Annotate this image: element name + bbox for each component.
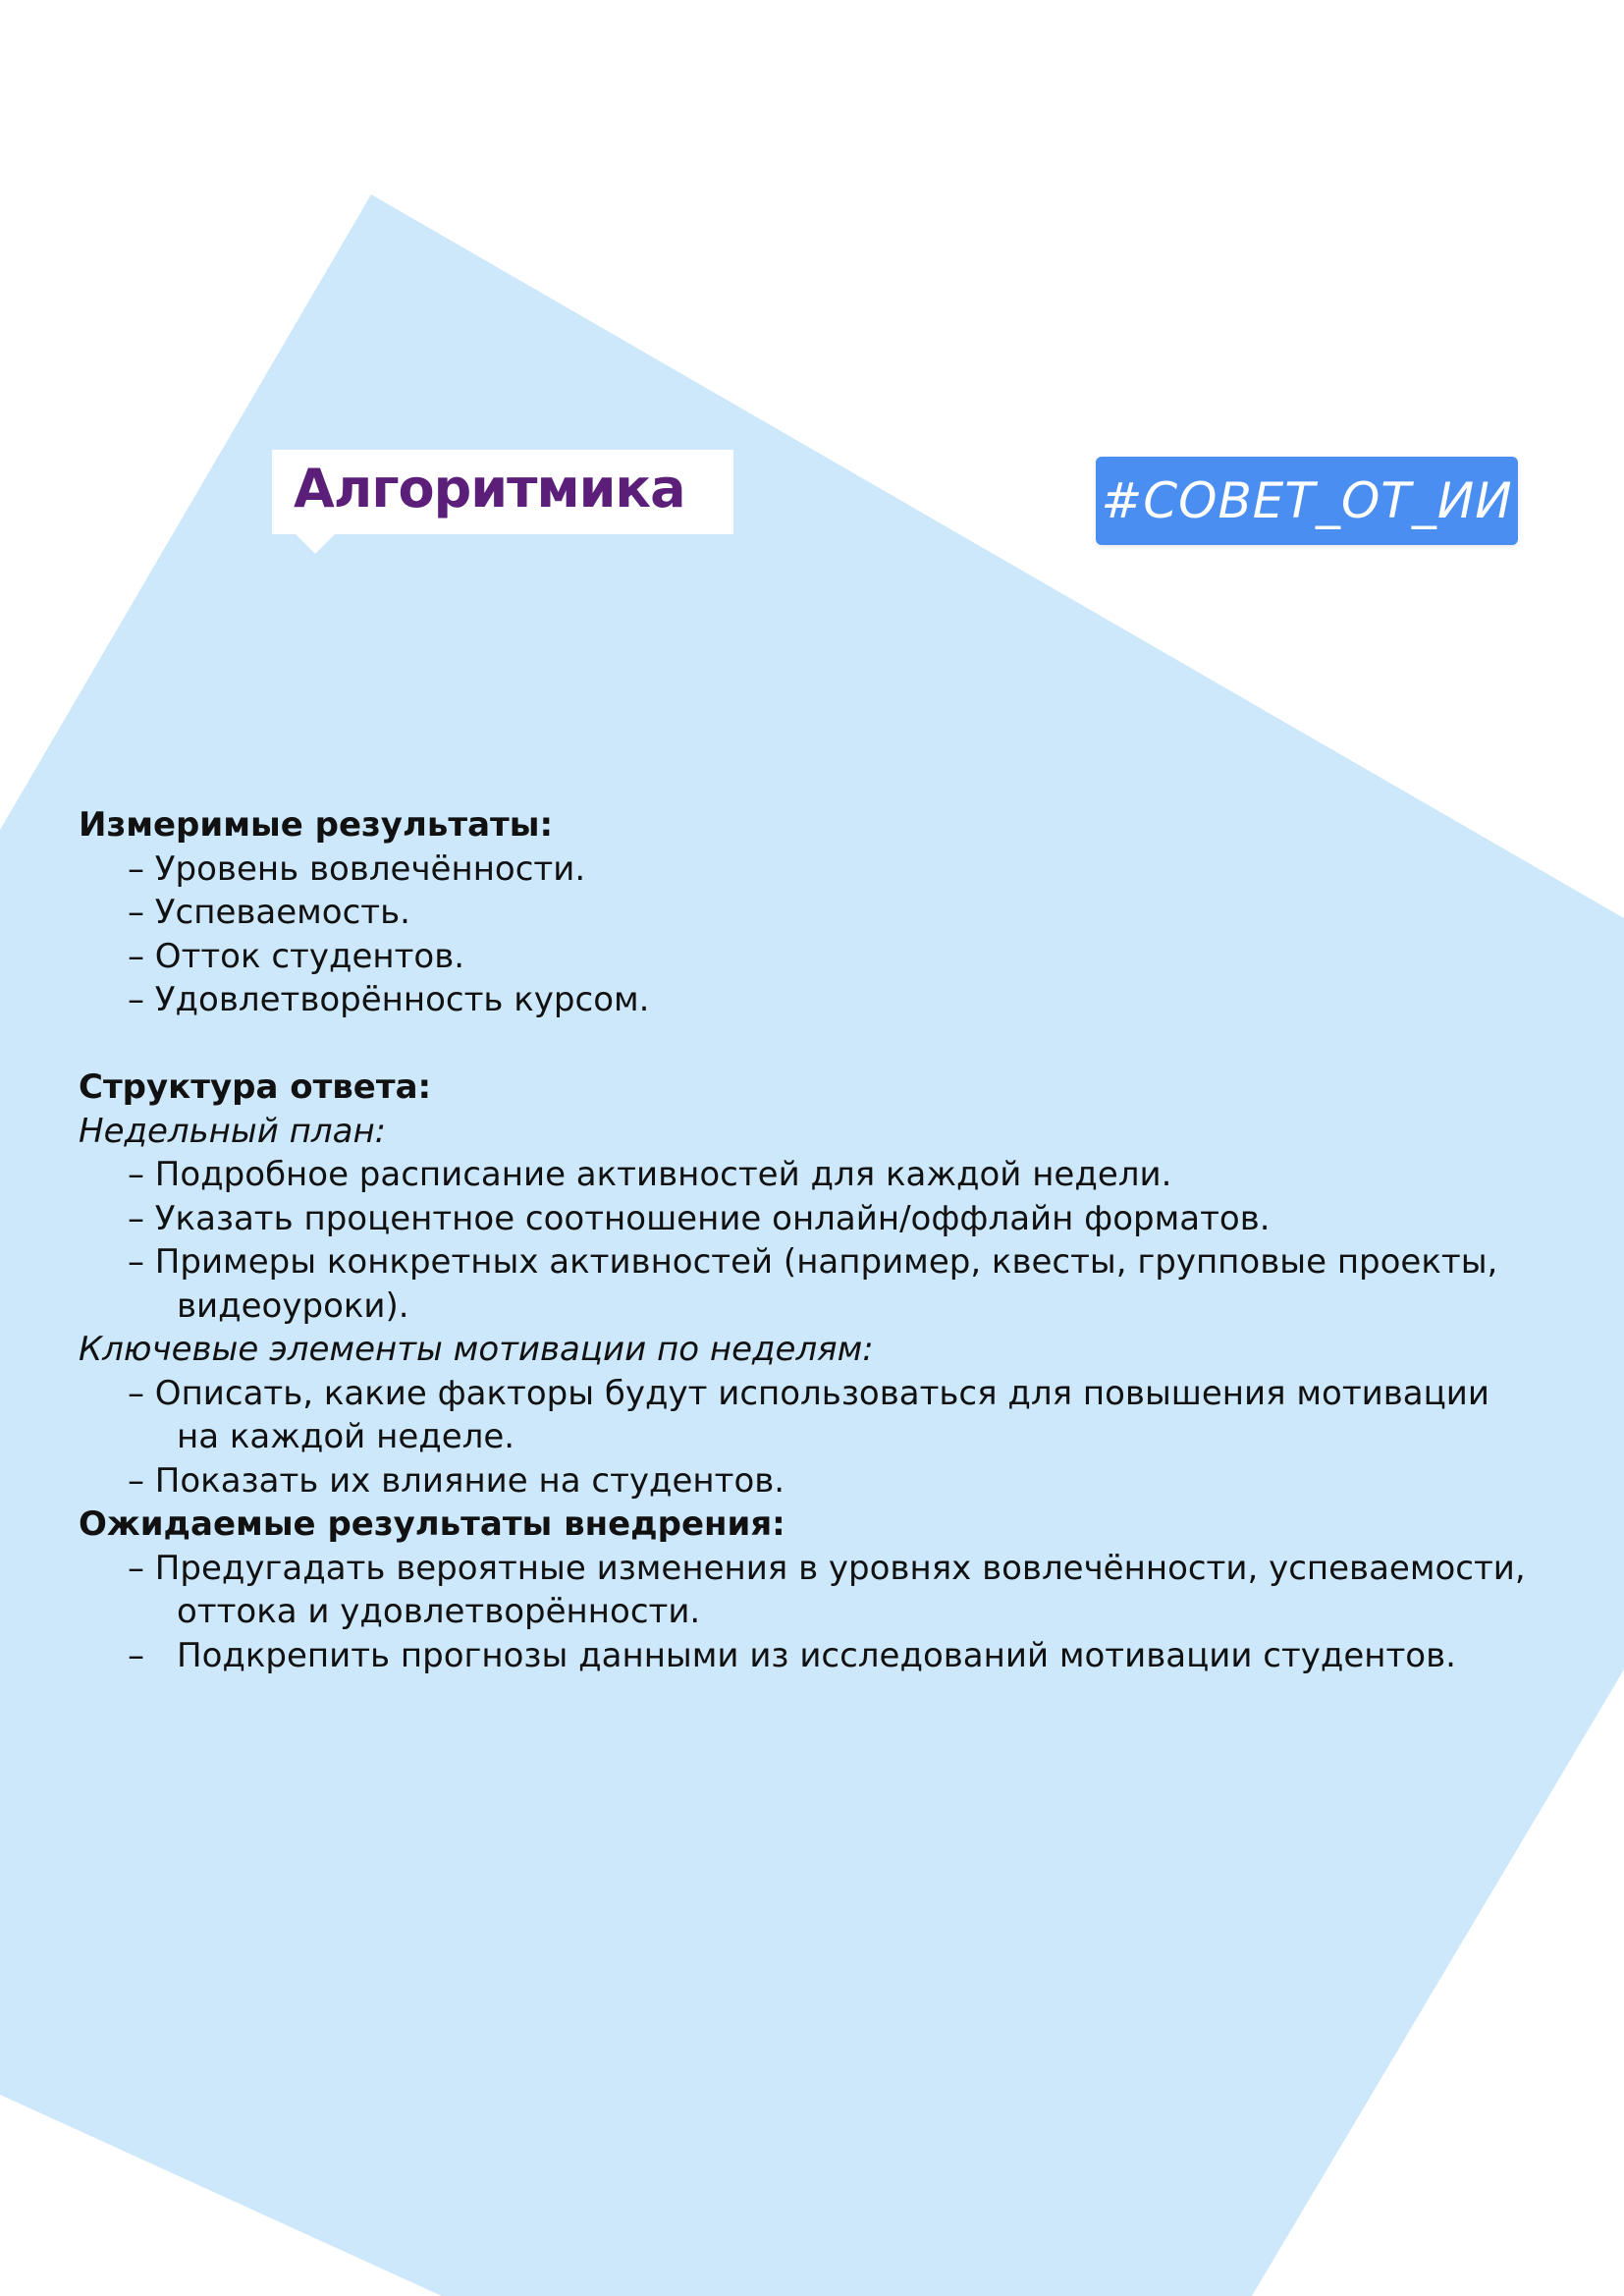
list-item: – Примеры конкретных активностей (например, квесты, групповые проекты, bbox=[128, 1242, 1498, 1282]
document-content bbox=[79, 803, 1551, 1677]
subheading-motivation-elements: Ключевые элементы мотивации по неделям: bbox=[79, 1330, 874, 1369]
list-item: – Показать их влияние на студентов. bbox=[128, 1460, 785, 1501]
section-heading-answer-structure: Структура ответа: bbox=[79, 1067, 432, 1107]
section-heading-measurable-results: Измеримые результаты: bbox=[79, 805, 554, 845]
hashtag-text: #СОВЕТ_ОТ_ИИ bbox=[1101, 472, 1513, 529]
section-heading-expected-results: Ожидаемые результаты внедрения: bbox=[79, 1504, 785, 1544]
list-item-continuation: видеоуроки). bbox=[177, 1285, 409, 1326]
spacer bbox=[79, 1022, 1551, 1066]
list-item bbox=[79, 1634, 1551, 1678]
list-item-continuation: оттока и удовлетворённости. bbox=[177, 1592, 701, 1631]
list-item-continuation: на каждой неделе. bbox=[177, 1417, 515, 1456]
logo bbox=[272, 450, 733, 534]
list-item: – Удовлетворённость курсом. bbox=[128, 980, 650, 1019]
list-item: – Описать, какие факторы будут использоваться для повышения мотивации bbox=[128, 1373, 1489, 1413]
list-item: – Успеваемость. bbox=[128, 893, 410, 932]
list-item: – Отток студентов. bbox=[128, 936, 465, 976]
logo-text: Алгоритмика bbox=[294, 458, 685, 519]
hashtag-badge bbox=[1096, 457, 1518, 545]
list-item: – Уровень вовлечённости. bbox=[128, 848, 586, 889]
list-item: – Указать процентное соотношение онлайн/оффлайн форматов. bbox=[128, 1198, 1271, 1238]
list-item: – Предугадать вероятные изменения в уровнях вовлечённости, успеваемости, bbox=[128, 1548, 1526, 1588]
list-item: – Подробное расписание активностей для каждой недели. bbox=[128, 1155, 1172, 1194]
subheading-weekly-plan: Недельный план: bbox=[79, 1111, 387, 1151]
list-dash: – bbox=[128, 1635, 144, 1675]
list-item-text: Подкрепить прогнозы данными из исследований мотивации студентов. bbox=[177, 1635, 1456, 1675]
logo-speech-tail bbox=[294, 532, 337, 554]
